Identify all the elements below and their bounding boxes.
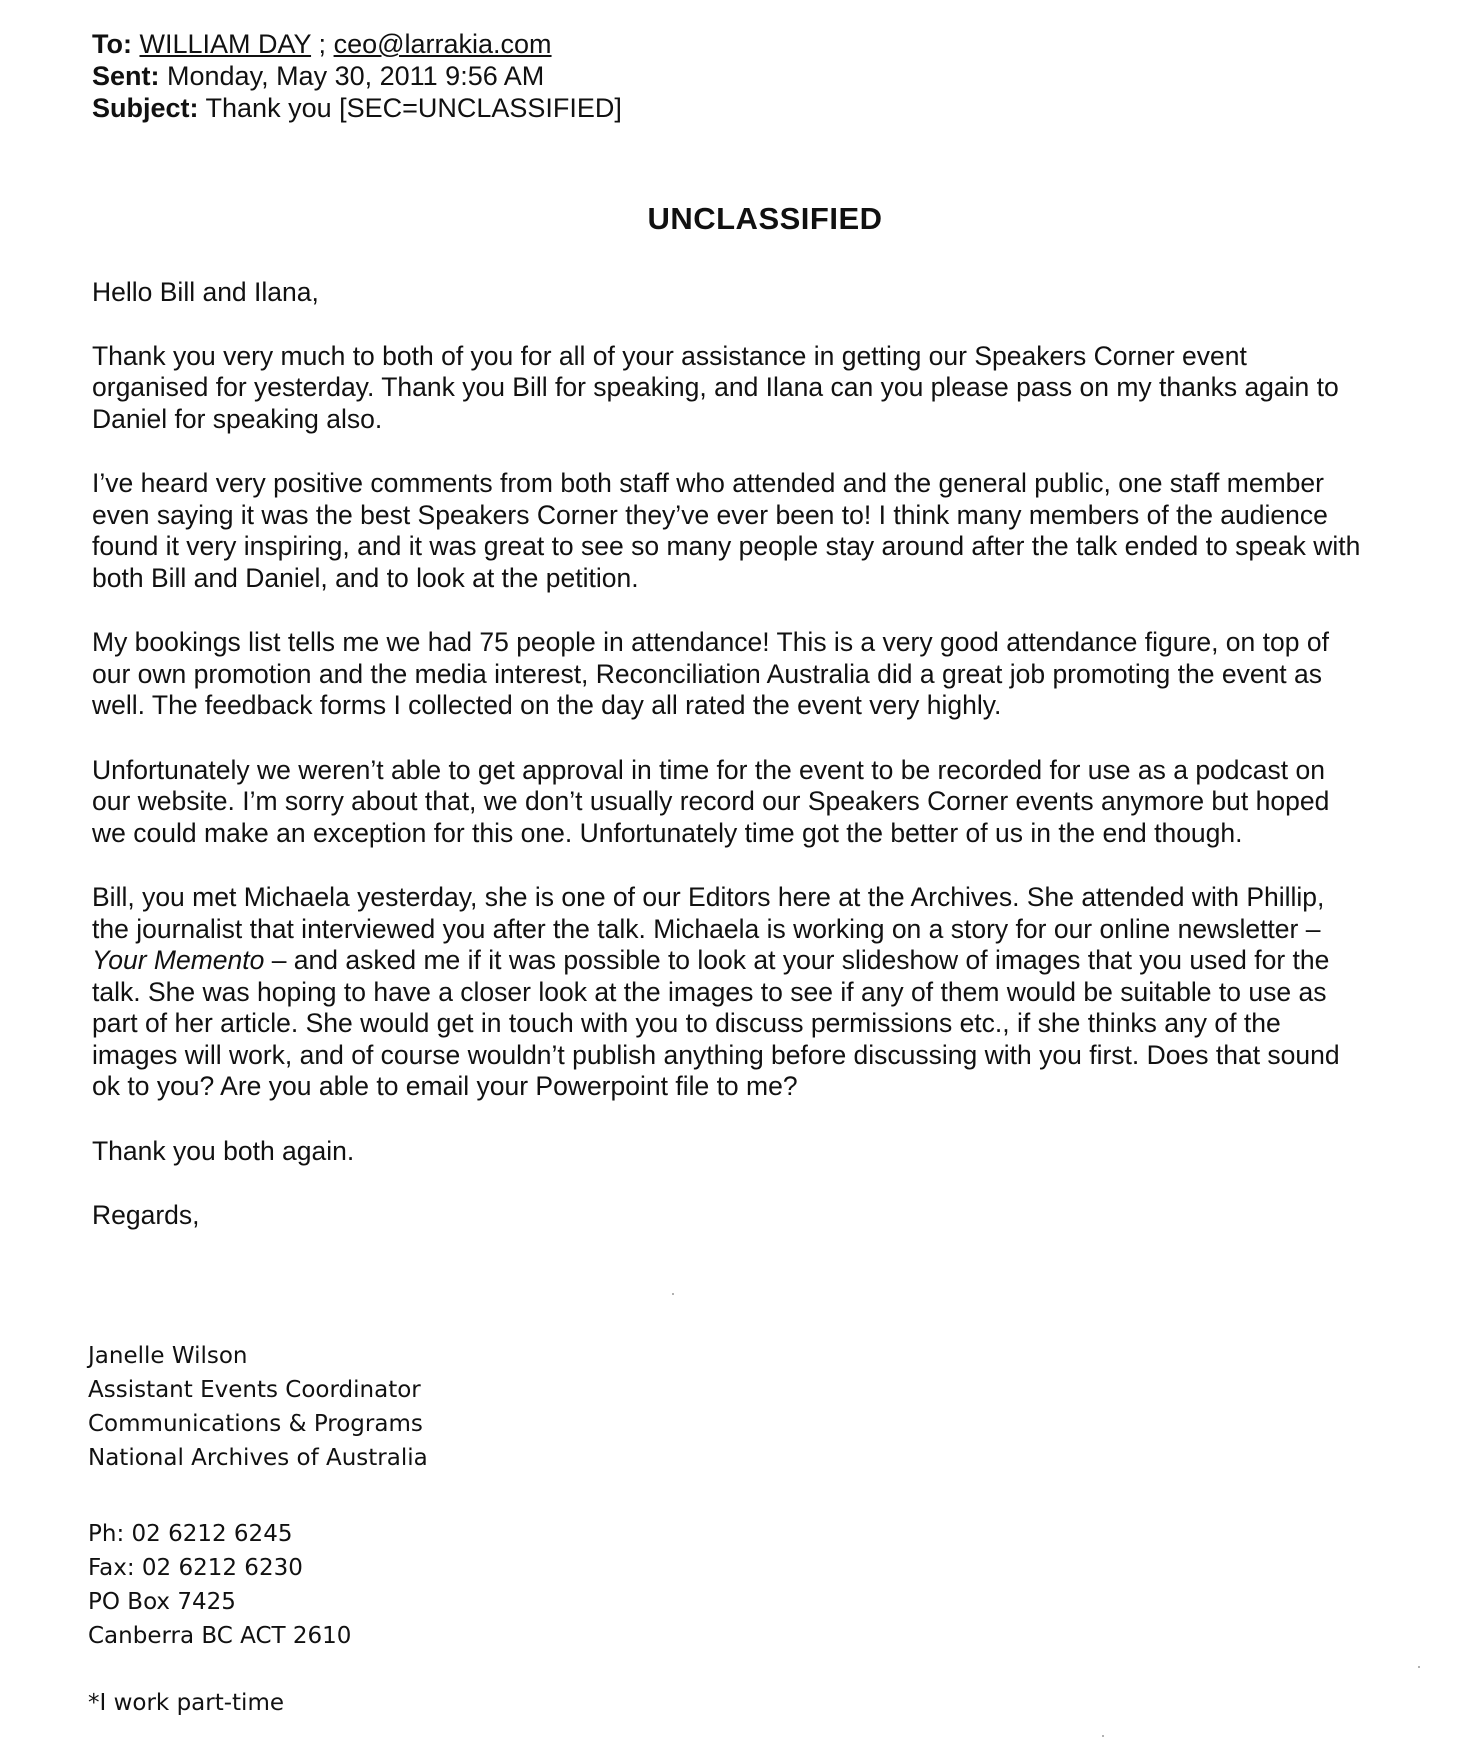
text-line: talk. She was hoping to have a closer look at the images to see if any of them would be suitable to use as xyxy=(92,976,1327,1007)
signature-title: Assistant Events Coordinator xyxy=(88,1377,421,1403)
text-line: both Bill and Daniel, and to look at the petition. xyxy=(92,562,639,593)
scan-speck xyxy=(672,1293,674,1295)
text-line: our own promotion and the media interest, Reconciliation Australia did a great job promoting the event as xyxy=(92,658,1323,689)
text-line: Unfortunately we weren’t able to get approval in time for the event to be recorded for use as a podcast on xyxy=(92,754,1325,785)
signature-department: Communications & Programs xyxy=(88,1411,423,1437)
paragraph-thanks xyxy=(92,341,1452,436)
sent-value: Monday, May 30, 2011 9:56 AM xyxy=(167,61,545,91)
text-fragment: – and asked me if it was possible to look at your slideshow of images that you used for the xyxy=(264,945,1330,975)
classification-heading: UNCLASSIFIED xyxy=(647,201,883,236)
email-body xyxy=(92,277,1452,1265)
to-name: WILLIAM DAY xyxy=(139,29,312,59)
greeting: Hello Bill and Ilana, xyxy=(92,277,319,307)
text-line: our website. I’m sorry about that, we don’t usually record our Speakers Corner events anymore but hoped xyxy=(92,786,1330,816)
text-line: found it very inspiring, and it was great to see so many people stay around after the talk ended to speak with xyxy=(92,531,1361,561)
subject-label: Subject: xyxy=(92,93,199,123)
text-line: My bookings list tells me we had 75 people in attendance! This is a very good attendance figure, on top of xyxy=(92,627,1329,657)
text-line: well. The feedback forms I collected on the day all rated the event very highly. xyxy=(92,690,1002,720)
po-box: PO Box 7425 xyxy=(88,1589,236,1615)
fax: Fax: 02 6212 6230 xyxy=(88,1555,303,1581)
paragraph-podcast xyxy=(92,755,1452,850)
to-separator: ; xyxy=(311,29,334,59)
text-line: the journalist that interviewed you after the talk. Michaela is working on a story for our online newsletter – xyxy=(92,913,1321,944)
text-line: part of her article. She would get in touch with you to discuss permissions etc., if she thinks any of the xyxy=(92,1008,1281,1038)
signature-block xyxy=(88,1339,428,1475)
to-label: To: xyxy=(92,29,132,59)
text-line: Bill, you met Michaela yesterday, she is one of our Editors here at the Archives. She attended with Phillip, xyxy=(92,882,1325,912)
text-line xyxy=(92,945,1452,977)
paragraph-slideshow xyxy=(92,882,1452,1103)
signature-organisation: National Archives of Australia xyxy=(88,1445,428,1471)
scan-speck xyxy=(1418,1666,1420,1668)
part-time-note: *I work part-time xyxy=(88,1690,284,1716)
city-address: Canberra BC ACT 2610 xyxy=(88,1623,352,1649)
sent-label: Sent: xyxy=(92,61,160,91)
text-line: I’ve heard very positive comments from both staff who attended and the general public, one staff member xyxy=(92,468,1324,498)
subject-value: Thank you [SEC=UNCLASSIFIED] xyxy=(205,93,622,123)
subject-line xyxy=(92,92,622,124)
text-line: we could make an exception for this one. Unfortunately time got the better of us in the end though. xyxy=(92,817,1243,848)
email-header xyxy=(92,28,622,124)
text-line: organised for yesterday. Thank you Bill for speaking, and Ilana can you please pass on my thanks again to xyxy=(92,372,1339,402)
contact-block xyxy=(88,1517,351,1653)
to-line xyxy=(92,28,622,60)
newsletter-name: Your Memento xyxy=(92,945,265,975)
sent-line xyxy=(92,60,622,92)
regards: Regards, xyxy=(92,1200,200,1230)
paragraph-attendance xyxy=(92,627,1452,722)
to-email: ceo@larrakia.com xyxy=(333,29,552,59)
phone: Ph: 02 6212 6245 xyxy=(88,1521,293,1547)
signature-name: Janelle Wilson xyxy=(88,1343,248,1369)
text-line: Thank you very much to both of you for all of your assistance in getting our Speakers Corner event xyxy=(92,340,1247,371)
text-line: ok to you? Are you able to email your Powerpoint file to me? xyxy=(92,1071,798,1101)
closing: Thank you both again. xyxy=(92,1135,355,1166)
text-line: even saying it was the best Speakers Corner they’ve ever been to! I think many members of the audience xyxy=(92,499,1328,530)
text-line: Daniel for speaking also. xyxy=(92,403,383,434)
text-line: images will work, and of course wouldn’t publish anything before discussing with you first. Does that sound xyxy=(92,1039,1340,1070)
paragraph-comments xyxy=(92,468,1452,594)
scan-speck xyxy=(1102,1735,1104,1737)
